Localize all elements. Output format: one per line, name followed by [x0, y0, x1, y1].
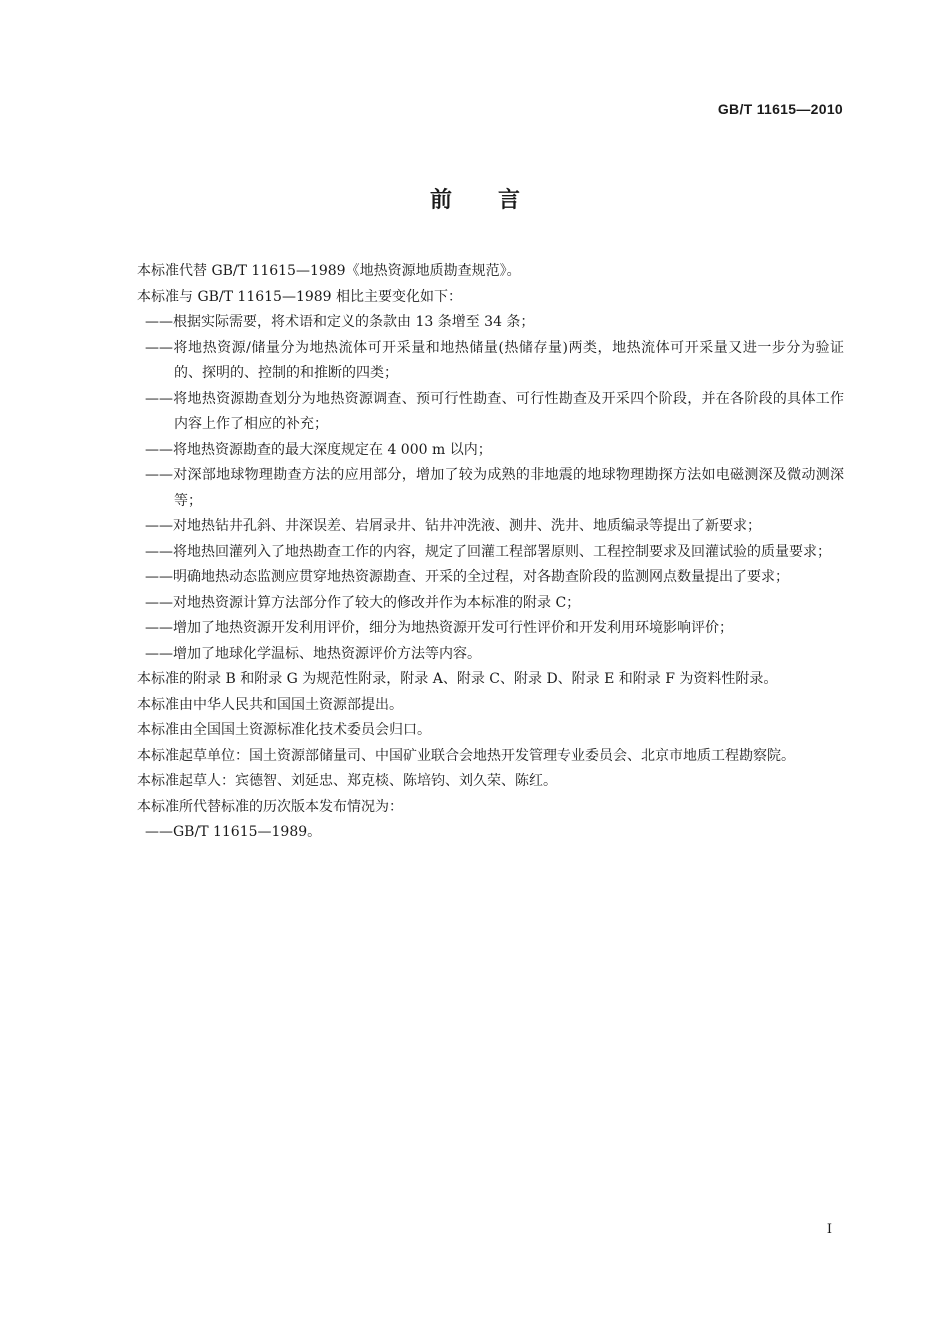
paragraph-replaces: 本标准代替 GB/T 11615—1989《地热资源地质勘查规范》。	[137, 263, 521, 279]
page-title: 前言	[429, 188, 566, 213]
paragraph-under-jurisdiction: 本标准由全国国土资源标准化技术委员会归口。	[137, 722, 431, 738]
paragraph-edition-history: 本标准所代替标准的历次版本发布情况为：	[137, 798, 403, 815]
change-item: ——对地热钻井孔斜、井深误差、岩屑录井、钻井冲洗液、测井、洗井、地质编录等提出了新要求；	[145, 518, 761, 534]
paragraph-annexes: 本标准的附录 B 和附录 G 为规范性附录，附录 A、附录 C、附录 D、附录 E 和附录 F 为资料性附录。	[137, 671, 778, 687]
change-item: ——将地热资源/储量分为地热流体可开采量和地热储量(热储存量)两类，地热流体可开采量又进一步分为验证的、探明的、控制的和推断的四类；	[145, 339, 844, 381]
change-item: ——增加了地球化学温标、地热资源评价方法等内容。	[145, 645, 481, 662]
paragraph-proposed-by: 本标准由中华人民共和国国土资源部提出。	[137, 696, 403, 713]
previous-edition-item: ——GB/T 11615—1989。	[145, 824, 322, 840]
change-item: ——增加了地热资源开发利用评价，细分为地热资源开发可行性评价和开发利用环境影响评价；	[145, 620, 733, 636]
change-item: ——对地热资源计算方法部分作了较大的修改并作为本标准的附录 C；	[145, 594, 581, 611]
standard-code: GB/T 11615—2010	[717, 101, 843, 117]
change-item: ——将地热回灌列入了地热勘查工作的内容，规定了回灌工程部署原则、工程控制要求及回灌试验的质量要求；	[145, 543, 831, 560]
paragraph-drafters: 本标准起草人：宾德智、刘延忠、郑克棪、陈培钧、刘久荣、陈红。	[137, 773, 557, 789]
change-item: ——将地热资源勘查划分为地热资源调查、预可行性勘查、可行性勘查及开采四个阶段，并在各阶段的具体工作内容上作了相应的补充；	[145, 390, 844, 432]
changes-list	[108, 310, 844, 667]
paragraph-drafting-units: 本标准起草单位：国土资源部储量司、中国矿业联合会地热开发管理专业委员会、北京市地质工程勘察院。	[137, 747, 795, 764]
change-item: ——根据实际需要，将术语和定义的条款由 13 条增至 34 条；	[145, 314, 535, 330]
change-item: ——将地热资源勘查的最大深度规定在 4 000 m 以内；	[145, 441, 492, 458]
foreword-body	[108, 259, 844, 846]
change-item: ——明确地热动态监测应贯穿地热资源勘查、开采的全过程，对各勘查阶段的监测网点数量提出了要求；	[145, 569, 789, 585]
page-number: I	[826, 1222, 832, 1237]
change-item: ——对深部地球物理勘查方法的应用部分，增加了较为成熟的非地震的地球物理勘探方法如电磁测深及微动测深等；	[145, 467, 844, 509]
paragraph-changes-intro: 本标准与 GB/T 11615—1989 相比主要变化如下：	[137, 288, 463, 305]
